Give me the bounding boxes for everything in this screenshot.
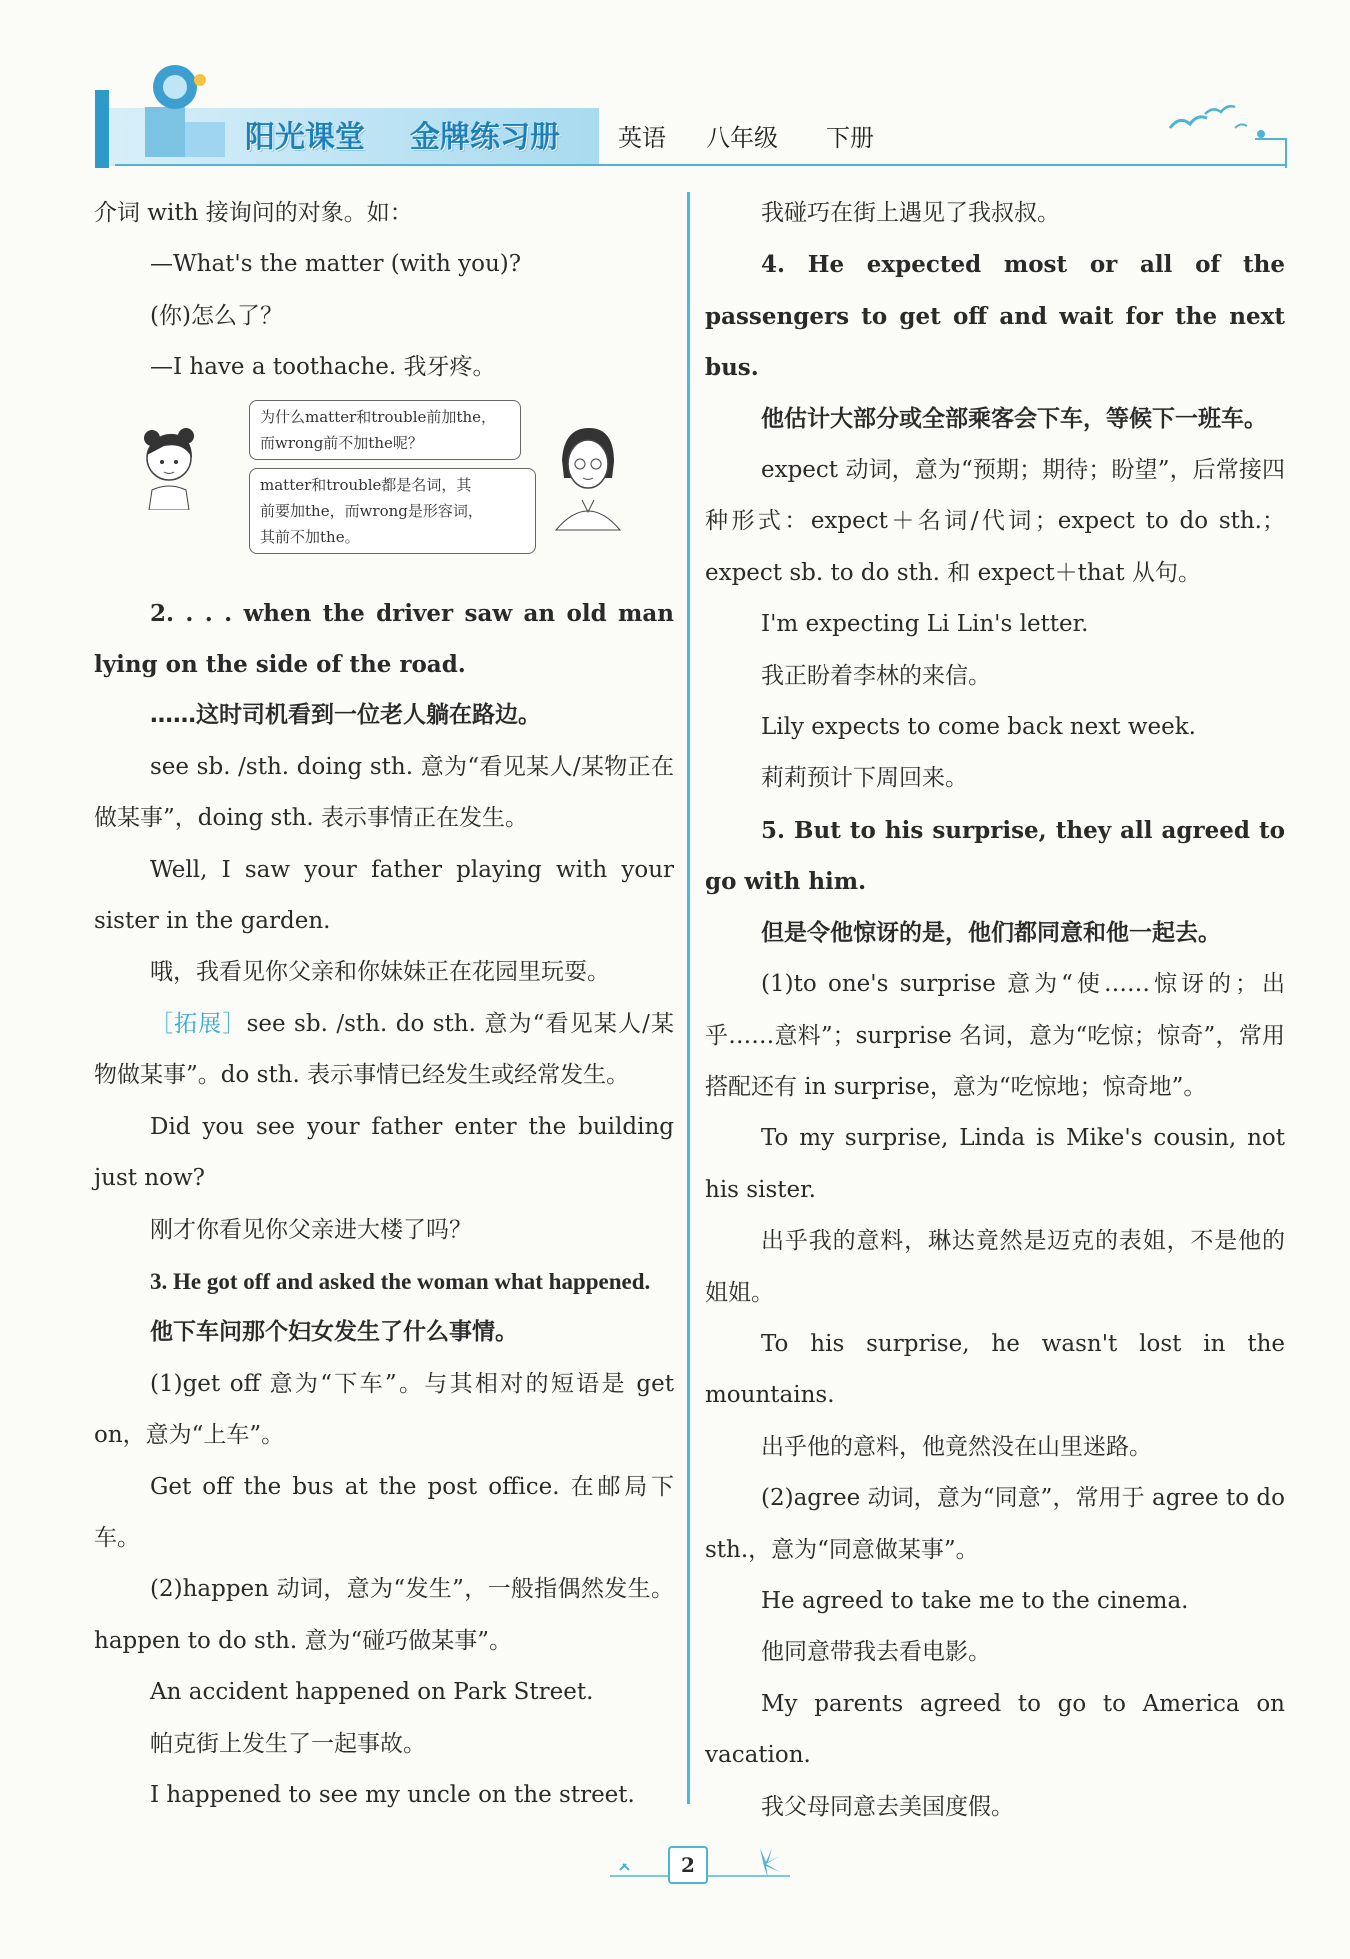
- explanation: (1)get off 意为“下车”。与其相对的短语是 get on，意为“上车”。: [94, 1370, 674, 1449]
- example-translation: 我父母同意去美国度假。: [761, 1793, 1014, 1820]
- example-sentence: My parents agreed to go to America on vacation.: [705, 1690, 1285, 1769]
- left-column: [94, 188, 674, 1821]
- example-translation: 我碰巧在街上遇见了我叔叔。: [761, 200, 1060, 226]
- section-3-translation: 他下车问那个妇女发生了什么事情。: [150, 1319, 518, 1346]
- grade-label: 八年级: [706, 124, 778, 152]
- bubble-text: 为什么matter和trouble前加the，: [260, 407, 497, 426]
- example-sentence: Did you see your father enter the building just now?: [94, 1113, 674, 1192]
- example-translation: 莉莉预计下周回来。: [761, 765, 968, 792]
- example-translation: 帕克街上发生了一起事故。: [150, 1730, 426, 1757]
- extension-tag: ［拓展］: [150, 1010, 247, 1037]
- example-sentence: —What's the matter (with you)?: [150, 251, 522, 278]
- answer-bubble: [249, 468, 536, 554]
- explanation: (2)happen 动词，意为“发生”，一般指偶然发生。happen to do sth. 意为“碰巧做某事”。: [94, 1576, 674, 1654]
- example-sentence: I happened to see my uncle on the street.: [150, 1781, 635, 1808]
- comic-dialogue: [94, 400, 674, 584]
- example-translation: 刚才你看见你父亲进大楼了吗？: [150, 1216, 472, 1243]
- explanation: expect 动词，意为“预期；期待；盼望”，后常接四种形式：expect＋名词/代词；expect to do sth.；expect sb. to do sth. 和 expect＋that 从句。: [705, 457, 1285, 586]
- question-bubble: [249, 400, 521, 460]
- volume-label: 下册: [826, 124, 874, 152]
- column-divider: [687, 192, 690, 1804]
- example-sentence: He agreed to take me to the cinema.: [761, 1587, 1189, 1614]
- header-rule: [115, 164, 1285, 166]
- bubble-text: 其前不加the。: [260, 527, 360, 546]
- section-5-heading: 5. But to his surprise, they all agreed to go with him.: [705, 816, 1285, 896]
- teacher-illustration: [544, 420, 629, 540]
- example-sentence: Well, I saw your father playing with your sister in the garden.: [94, 856, 674, 935]
- birds-icon: [1165, 100, 1275, 140]
- example-translation: 我正盼着李林的来信。: [761, 662, 991, 689]
- section-2-translation: ……这时司机看到一位老人躺在路边。: [150, 702, 541, 729]
- girl-illustration: [134, 420, 204, 510]
- example-translation: 出乎他的意料，他竟然没在山里迷路。: [761, 1433, 1152, 1460]
- section-4-translation: 他估计大部分或全部乘客会下车，等候下一班车。: [761, 405, 1267, 432]
- bubble-text: matter和trouble都是名词，其: [260, 475, 472, 494]
- example-translation: 哦，我看见你父亲和你妹妹正在花园里玩耍。: [150, 959, 610, 986]
- subject-label: 英语: [618, 124, 666, 152]
- extension-text: see sb. /sth. do sth. 意为“看见某人/某物做某事”。do sth. 表示事情已经发生或经常发生。: [94, 1010, 675, 1089]
- example-sentence: —I have a toothache. 我牙疼。: [150, 354, 496, 381]
- section-2-heading: 2. . . . when the driver saw an old man lying on the side of the road.: [94, 599, 674, 679]
- explanation: (2)agree 动词，意为“同意”，常用于 agree to do sth.，意为“同意做某事”。: [705, 1485, 1285, 1563]
- explanation: (1)to one's surprise 意为“使……惊讶的；出乎……意料”；surprise 名词，意为“吃惊；惊奇”，常用搭配还有 in surprise，意为“吃惊地；惊奇地”。: [705, 971, 1285, 1100]
- example-translation: (你)怎么了？: [150, 302, 283, 329]
- example-sentence: To my surprise, Linda is Mike's cousin, not his sister.: [705, 1125, 1285, 1203]
- brand-title: 阳光课堂: [245, 120, 365, 155]
- example-sentence: Get off the bus at the post office. 在邮局下车。: [94, 1473, 674, 1551]
- brand-subtitle: 金牌练习册: [410, 120, 560, 155]
- section-3-heading: 3. He got off and asked the woman what happened.: [150, 1268, 651, 1294]
- header-accent-bar: [95, 90, 109, 168]
- explanation: see sb. /sth. doing sth. 意为“看见某人/某物正在做某事”，doing sth. 表示事情正在发生。: [94, 753, 674, 832]
- example-translation: 他同意带我去看电影。: [761, 1639, 991, 1666]
- example-sentence: I'm expecting Li Lin's letter.: [761, 611, 1089, 638]
- example-sentence: To his surprise, he wasn't lost in the mountains.: [705, 1330, 1285, 1409]
- mascot-illustration: [140, 62, 230, 162]
- section-4-heading: 4. He expected most or all of the passengers to get off and wait for the next bus.: [705, 251, 1285, 382]
- example-sentence: An accident happened on Park Street.: [150, 1679, 594, 1706]
- bubble-text: 而wrong前不加the呢？: [260, 433, 423, 452]
- right-column: [705, 188, 1285, 1833]
- extension-note: [94, 999, 674, 1102]
- text-line: 介词 with 接询问的对象。如：: [94, 200, 413, 226]
- bubble-text: 前要加the，而wrong是形容词，: [260, 501, 483, 520]
- example-translation: 出乎我的意料，琳达竟然是迈克的表姐，不是他的姐姐。: [705, 1228, 1285, 1306]
- example-sentence: Lily expects to come back next week.: [761, 714, 1196, 741]
- section-5-translation: 但是令他惊讶的是，他们都同意和他一起去。: [761, 919, 1221, 946]
- page-number: 2: [668, 1846, 708, 1884]
